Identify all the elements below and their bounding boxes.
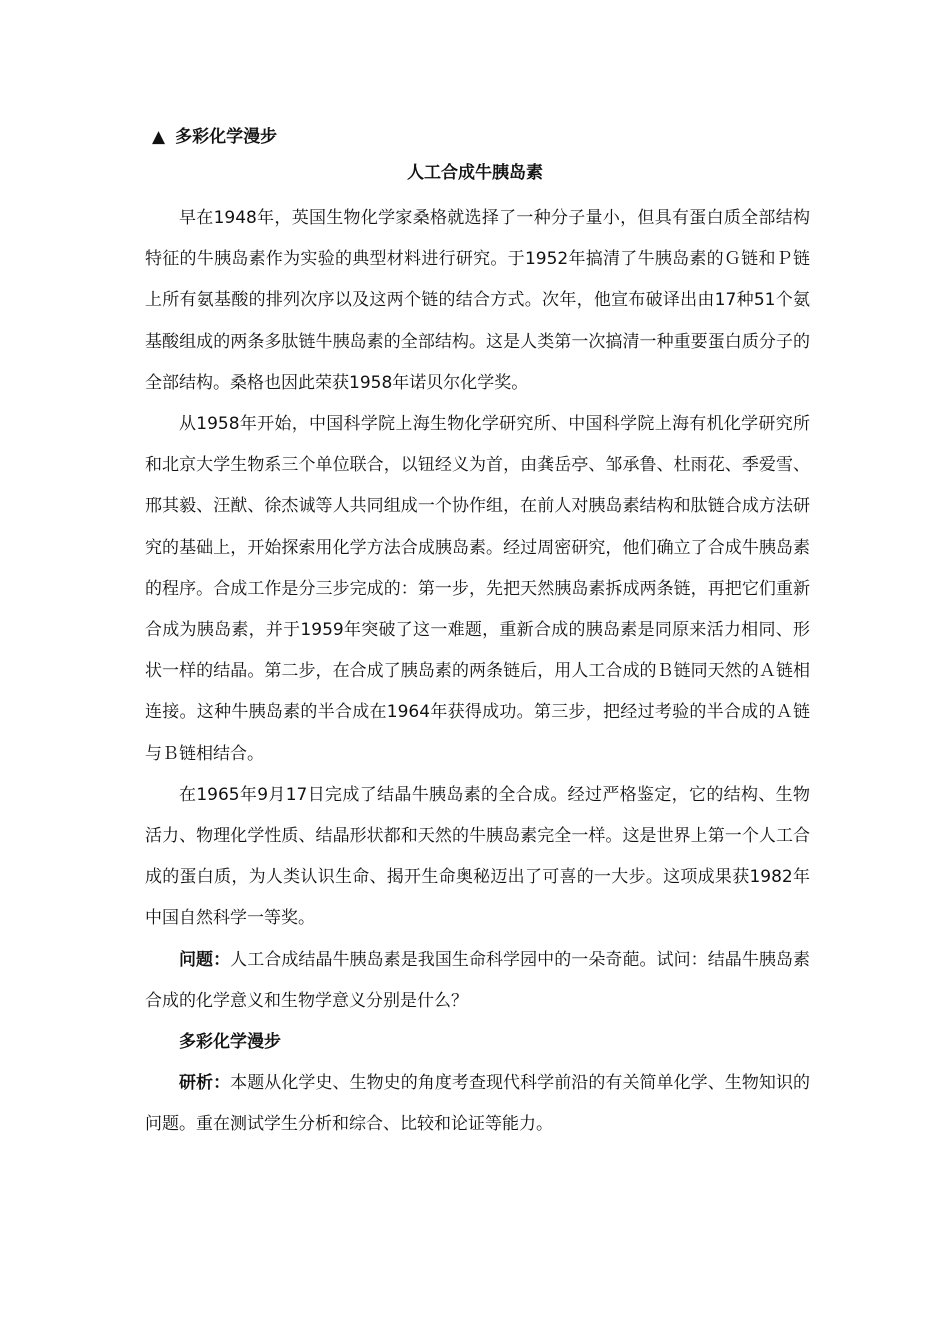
analysis-text: 本题从化学史、生物史的角度考查现代科学前沿的有关简单化学、生物知识的问题。重在测试学生分析和综合、比较和论证等能力。 xyxy=(145,1073,811,1135)
question-paragraph xyxy=(145,940,810,1022)
question-text: 人工合成结晶牛胰岛素是我国生命科学园中的一朵奇葩。试问：结晶牛胰岛素合成的化学意义和生物学意义分别是什么？ xyxy=(145,949,811,1011)
paragraph-2: 从1958年开始，中国科学院上海生物化学研究所、中国科学院上海有机化学研究所和北京大学生物系三个单位联合，以钮经义为首，由龚岳亭、邹承鲁、杜雨花、季爱雪、邢其毅、汪猷、徐杰诚等人共同组成一个协作组，在前人对胰岛素结构和肽链合成方法研究的基础上，开始探索用化学方法合成胰岛素。经过周密研究，他们确立了合成牛胰岛素的程序。合成工作是分三步完成的：第一步，先把天然胰岛素拆成两条链，再把它们重新合成为胰岛素，并于1959年突破了这一难题，重新合成的胰岛素是同原来活力相同、形状一样的结晶。第二步，在合成了胰岛素的两条链后，用人工合成的Ｂ链同天然的Ａ链相连接。这种牛胰岛素的半合成在1964年获得成功。第三步，把经过考验的半合成的Ａ链与Ｂ链相结合。 xyxy=(145,414,810,764)
article-body xyxy=(145,198,810,1146)
paragraph-3: 在1965年9月17日完成了结晶牛胰岛素的全合成。经过严格鉴定，它的结构、生物活力、物理化学性质、结晶形状都和天然的牛胰岛素完全一样。这是世界上第一个人工合成的蛋白质，为人类认识生命、揭开生命奥秘迈出了可喜的一大步。这项成果获1982年中国自然科学一等奖。 xyxy=(145,784,810,929)
sub-heading: 多彩化学漫步 xyxy=(179,1032,281,1053)
question-label: 问题： xyxy=(179,949,231,970)
paragraph-1: 早在1948年，英国生物化学家桑格就选择了一种分子量小，但具有蛋白质全部结构特征的牛胰岛素作为实验的典型材料进行研究。于1952年搞清了牛胰岛素的Ｇ链和Ｐ链上所有氨基酸的排列次序以及这两个链的结合方式。次年，他宣布破译出由17种51个氨基酸组成的两条多肽链牛胰岛素的全部结构。这是人类第一次搞清一种重要蛋白质分子的全部结构。桑格也因此荣获1958年诺贝尔化学奖。 xyxy=(145,208,810,393)
section-heading xyxy=(152,124,277,150)
triangle-marker-icon: ▲ xyxy=(152,127,166,147)
article-title: 人工合成牛胰岛素 xyxy=(407,163,543,183)
analysis-label: 研析： xyxy=(179,1073,231,1094)
section-heading-text: 多彩化学漫步 xyxy=(175,127,278,147)
analysis-paragraph xyxy=(145,1063,810,1145)
